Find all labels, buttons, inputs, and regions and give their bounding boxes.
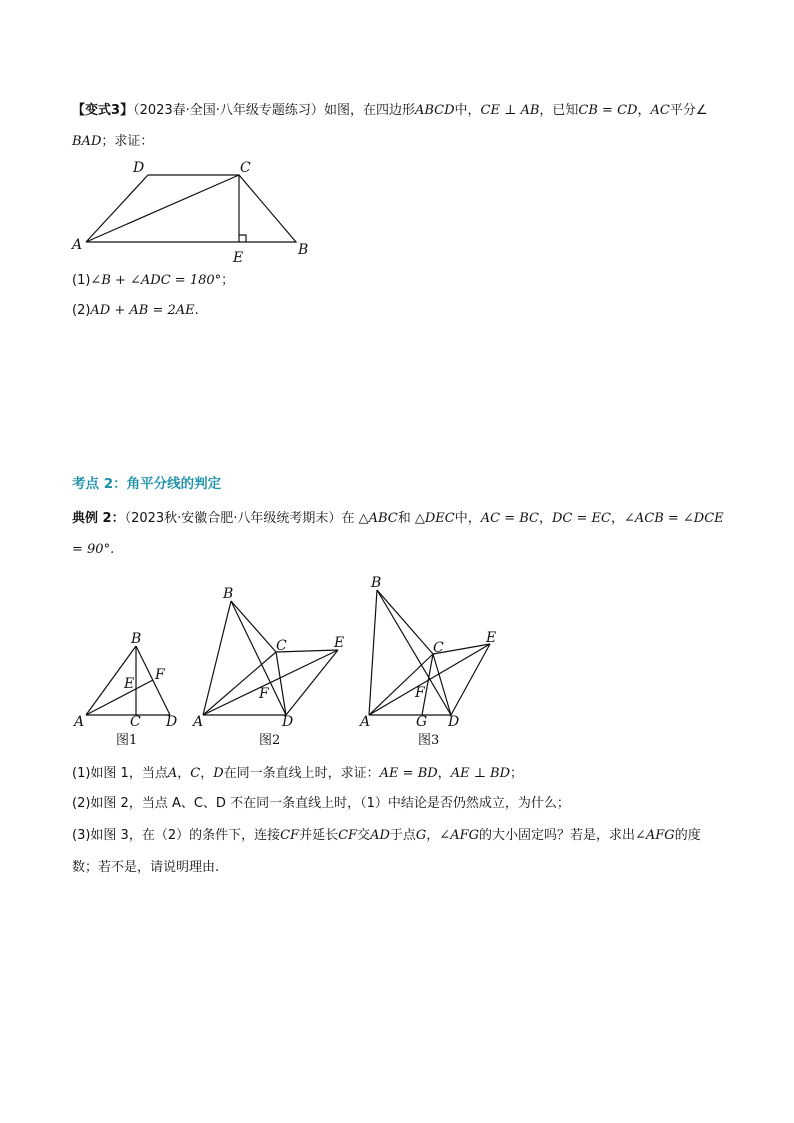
label-c: C (240, 160, 251, 176)
q2-end: . (194, 303, 199, 318)
variant3-source: （2023春·全国·八年级专题练习） (133, 103, 324, 118)
example2-stem-c: 中， (454, 511, 481, 526)
example2-e1: AC = BC (480, 511, 539, 526)
figure-1 (72, 631, 177, 748)
fig2-label-b: B (223, 586, 234, 602)
ex2-q3-f: 的大小固定吗？若是，求出 (478, 828, 635, 843)
label-d: D (133, 160, 145, 176)
ex2-q1-e1: AE = BD (379, 766, 438, 781)
ex2-q1-f: ； (510, 766, 524, 781)
ex2-q3-cf2: CF (338, 828, 358, 843)
fig1-label-d: D (166, 714, 178, 730)
variant3-tag-open: 【 (72, 103, 86, 118)
fig3-line-cd (433, 654, 451, 715)
q1-num: (1) (72, 273, 91, 288)
example2-q3-line2: 数；若不是，请说明理由. (72, 860, 220, 875)
example2-stem-d: ， (538, 511, 552, 526)
example2-stem-line2: = 90°. (72, 542, 115, 557)
ex2-q3-a: (3)如图 3，在（2）的条件下，连接 (72, 828, 281, 843)
fig3-line-ab (369, 590, 377, 715)
variant3-cond2: CB = CD (578, 103, 638, 118)
figure-2 (191, 586, 344, 748)
example2-q2: (2)如图 2，当点 A、C、D 不在同一条直线上时，（1）中结论是否仍然成立，为什么； (72, 796, 570, 811)
variant3-stem-d: ， (637, 103, 651, 118)
fig2-line-ac (203, 652, 276, 715)
fig1-label-b: B (131, 631, 142, 647)
fig3-label-c: C (433, 640, 444, 656)
fig1-line-af (86, 680, 153, 715)
ex2-q3-cf: CF (280, 828, 300, 843)
ex2-q1-pt-d: D (213, 766, 224, 781)
fig3-label-e: E (486, 630, 497, 646)
fig3-label-f: F (415, 685, 425, 701)
ex2-q1-e: ， (437, 766, 451, 781)
variant3-stem-f: ；求证： (101, 134, 154, 149)
fig2-label-c: C (276, 638, 287, 654)
example2-e2: DC = EC (551, 511, 611, 526)
variant3-cond3b: BAD (72, 134, 102, 149)
fig3-line-de (451, 644, 490, 715)
fig3-line-bc (377, 590, 433, 654)
ex2-q3-d: 于点 (389, 828, 416, 843)
fig3-label-d: D (448, 714, 460, 730)
fig2-line-bc (231, 601, 276, 652)
variant3-stem-c: ，已知 (539, 103, 579, 118)
fig2-line-ab (203, 601, 231, 715)
ex2-q3-g: G (415, 828, 427, 843)
label-b: B (298, 242, 309, 258)
example2-t1: ABC (368, 511, 398, 526)
ex2-q1-b: ， (177, 766, 191, 781)
q1-formula: ∠B + ∠ADC = 180° (90, 273, 222, 288)
ex2-q3-g2: 的度 (674, 828, 701, 843)
example2-t2: DEC (424, 511, 455, 526)
fig2-label-e: E (334, 635, 345, 651)
label-a: A (72, 237, 83, 253)
ex2-q1-pt-c: C (190, 766, 201, 781)
variant3-stem-e: 平分∠ (669, 103, 708, 118)
variant3-quad: ABCD (414, 103, 455, 118)
ex2-q3-afg2: ∠AFG (635, 828, 675, 843)
fig2-line-ae (203, 650, 338, 715)
fig1-label-e: E (124, 676, 135, 692)
fig1-label-f: F (155, 667, 165, 683)
fig2-label-a: A (193, 714, 204, 730)
ex2-q1-a: (1)如图 1，当点 (72, 766, 168, 781)
ex2-q1-pt-a: A (167, 766, 178, 781)
fig3-caption: 图3 (418, 733, 440, 748)
section-title: 考点 2：角平分线的判定 (72, 476, 222, 492)
variant3-stem-a: 如图，在四边形 (323, 103, 415, 118)
variant3-tag-close: 】 (120, 103, 134, 118)
q1-end: ； (221, 273, 235, 288)
fig2-caption: 图2 (259, 733, 281, 748)
fig2-label-d: D (282, 714, 294, 730)
fig1-caption: 图1 (116, 733, 138, 748)
example2-stem-b: 和 △ (397, 511, 425, 526)
label-e: E (233, 250, 244, 266)
example2-stem-a: 在 △ (341, 511, 369, 526)
ex2-q3-b: 并延长 (299, 828, 339, 843)
fig3-line-ae (369, 644, 490, 715)
variant3-stem-b: 中， (454, 103, 481, 118)
example2-tag: 典例 2： (72, 511, 125, 526)
fig2-label-f: F (259, 686, 269, 702)
q2-formula: AD + AB = 2AE (90, 303, 195, 318)
fig1-label-a: A (74, 714, 85, 730)
fig1-label-c: C (130, 714, 141, 730)
example2-source: （2023秋·安徽合肥·八年级统考期末） (124, 511, 342, 526)
fig3-label-a: A (360, 714, 371, 730)
ex2-q3-ad: AD (370, 828, 390, 843)
example2-q1 (72, 764, 523, 784)
ex2-q3-afg: ∠AFG (439, 828, 479, 843)
ex2-q1-d: 在同一条直线上时，求证： (223, 766, 380, 781)
ex2-q3-c: 交 (357, 828, 371, 843)
q2-num: (2) (72, 303, 91, 318)
variant3-cond1: CE ⊥ AB (480, 103, 540, 118)
ex2-q3-e: ， (426, 828, 440, 843)
variant3-cond3: AC (650, 103, 670, 118)
fig3-label-b: B (371, 575, 382, 591)
ex2-q1-c: ， (200, 766, 214, 781)
fig2-line-de (286, 650, 338, 715)
variant3-tag: 变式3 (85, 103, 121, 118)
example2-q3-line1 (72, 826, 701, 846)
ex2-q1-e2: AE ⊥ BD (450, 766, 511, 781)
example2-stem-e: ， (610, 511, 624, 526)
figure-3 (358, 575, 496, 748)
fig3-label-g: G (416, 714, 428, 730)
example2-e3: ∠ACB = ∠DCE (623, 511, 724, 526)
